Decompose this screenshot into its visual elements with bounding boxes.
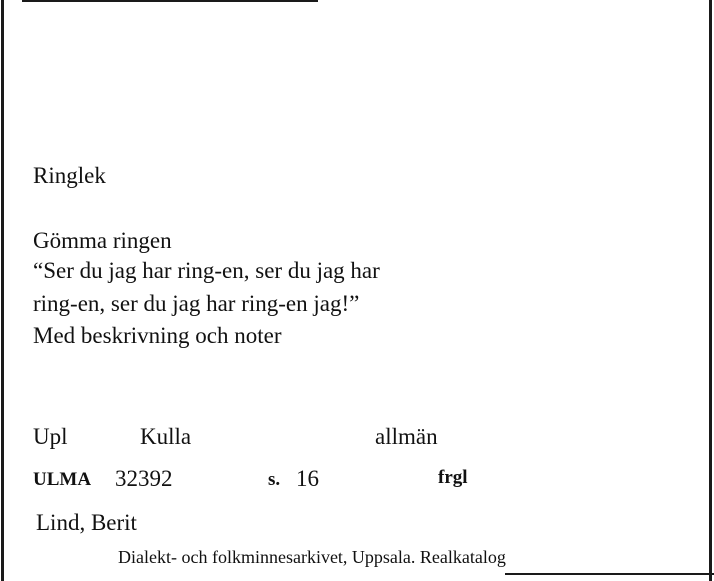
type-code: frgl <box>438 467 468 488</box>
collector-name: Lind, Berit <box>36 510 137 535</box>
place-name: Kulla <box>140 424 192 449</box>
card-quote-line-2: ring-en, ser du jag har ring-en jag!” <box>33 291 360 316</box>
archive-label: ULMA <box>33 469 92 490</box>
archive-footer: Dialekt- och folkminnesarkivet, Uppsala. Realkatalog <box>118 547 506 567</box>
top-border-line <box>22 0 318 2</box>
card-title: Gömma ringen <box>33 228 172 253</box>
region-code: Upl <box>33 424 68 449</box>
card-category: Ringlek <box>33 163 106 188</box>
card-description: Med beskrivning och noter <box>33 323 282 348</box>
right-border-line <box>709 0 712 581</box>
page-number: 16 <box>296 466 319 491</box>
scope-label: allmän <box>375 424 438 449</box>
bottom-border-line <box>505 573 714 575</box>
archive-number: 32392 <box>115 466 173 491</box>
left-border-line <box>1 0 4 581</box>
card-quote-line-1: “Ser du jag har ring-en, ser du jag har <box>33 258 380 283</box>
page-label: s. <box>268 469 281 490</box>
